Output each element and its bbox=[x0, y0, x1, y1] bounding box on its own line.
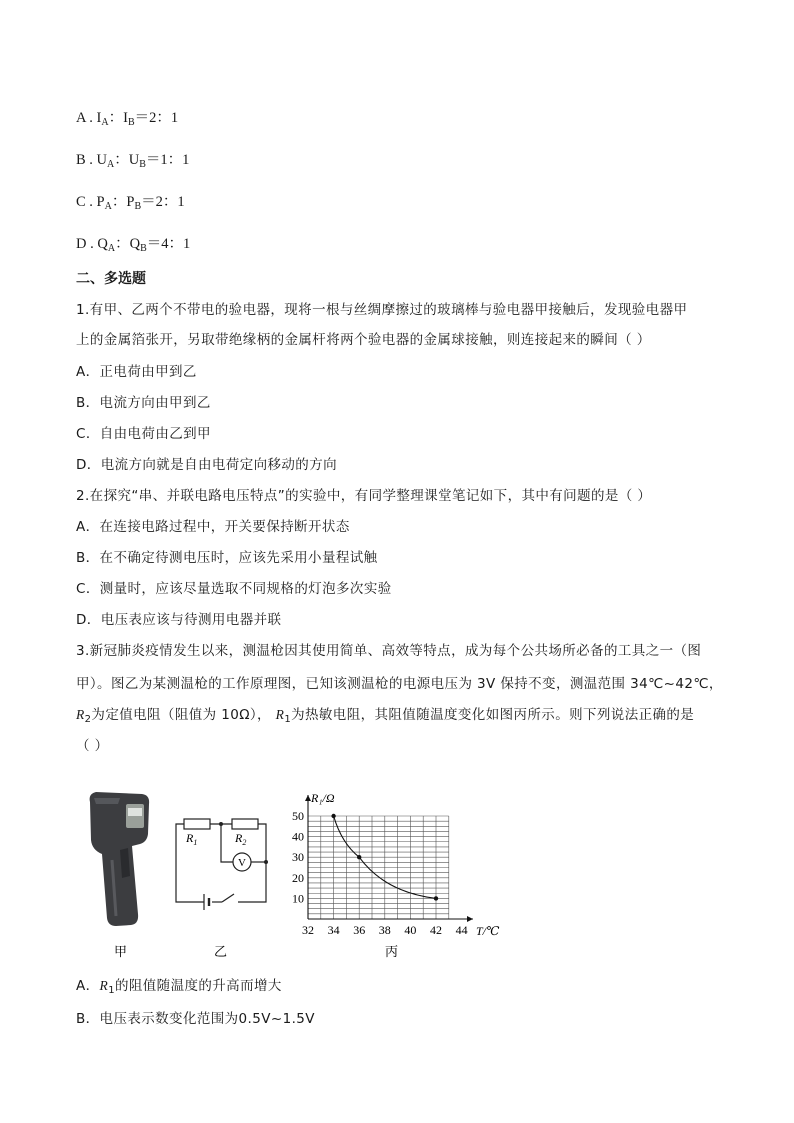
circuit-node bbox=[264, 860, 268, 864]
label-bing: 丙 bbox=[385, 944, 399, 959]
switch-icon bbox=[222, 894, 234, 902]
q3-option-b: B．电压表示数变化范围为0.5V~1.5V bbox=[76, 1011, 315, 1027]
circuit-node bbox=[219, 822, 223, 826]
voltmeter-wire-left bbox=[221, 824, 233, 862]
label-yi: 乙 bbox=[214, 944, 228, 959]
x-tick-label: 42 bbox=[430, 923, 442, 937]
y-tick-label: 40 bbox=[292, 829, 304, 844]
resistor-r2-icon bbox=[232, 819, 258, 829]
thermometer-gun-image bbox=[90, 792, 150, 926]
q3-stem-line2: 甲）。图乙为某测温枪的工作原理图，已知该测温枪的电源电压为 3V 保持不变，测温范围 34℃~42℃， bbox=[76, 676, 723, 692]
x-tick-label: 44 bbox=[455, 923, 468, 937]
q2-option-a: A．在连接电路过程中，开关要保持断开状态 bbox=[76, 519, 350, 535]
q2-stem: 2.在探究“串、并联电路电压特点”的实验中，有同学整理课堂笔记如下，其中有问题的是（ ） bbox=[76, 488, 652, 504]
q3-option-a: A．$R_1$的阻值随温度的升高而增大 bbox=[76, 978, 282, 996]
label-jia: 甲 bbox=[114, 944, 128, 959]
q2-option-d: D．电压表应该与待测用电器并联 bbox=[76, 612, 282, 628]
resistance-temperature-chart bbox=[292, 791, 500, 938]
data-point bbox=[331, 814, 335, 818]
q1-option-a: A．正电荷由甲到乙 bbox=[76, 364, 197, 380]
y-axis-label: R₁/Ω bbox=[311, 791, 335, 805]
section-title: 二、多选题 bbox=[76, 271, 146, 287]
y-tick-label: 30 bbox=[292, 850, 304, 865]
y-tick-label: 10 bbox=[292, 891, 304, 906]
option-c: C . $P_A$：$P_B=2$：1 bbox=[76, 194, 185, 212]
q2-option-b: B．在不确定待测电压时，应该先采用小量程试触 bbox=[76, 550, 378, 566]
x-tick-label: 34 bbox=[327, 923, 340, 937]
q1-stem-line2: 上的金属箔张开，另取带绝缘柄的金属杆将两个验电器的金属球接触，则连接起来的瞬间（ ） bbox=[76, 332, 651, 348]
q1-option-c: C．自由电荷由乙到甲 bbox=[76, 426, 211, 442]
gun-top-highlight bbox=[94, 798, 120, 804]
q1-option-b: B．电流方向由甲到乙 bbox=[76, 395, 211, 411]
x-tick-label: 32 bbox=[302, 923, 314, 937]
gun-screen-display bbox=[128, 808, 142, 816]
q3-figure bbox=[76, 764, 516, 964]
x-tick-label: 38 bbox=[378, 923, 391, 937]
voltmeter-label: V bbox=[238, 857, 246, 869]
q3-stem-line4: （ ） bbox=[76, 738, 109, 754]
x-tick-label: 36 bbox=[353, 923, 366, 937]
q3-stem-line3: $R_2$为定值电阻（阻值为 10Ω）， $R_1$为热敏电阻，其阻值随温度变化如图丙所示。则下列说法正确的是 bbox=[76, 707, 695, 725]
r1-label: $R_1$ bbox=[186, 831, 198, 847]
x-axis-arrow-icon bbox=[467, 916, 473, 922]
r2-label: $R_2$ bbox=[235, 831, 247, 847]
x-tick-label: 40 bbox=[404, 923, 417, 937]
q2-option-c: C．测量时，应该尽量选取不同规格的灯泡多次实验 bbox=[76, 581, 392, 597]
resistor-r1-icon bbox=[184, 819, 210, 829]
option-a: A . $I_A$：$I_B=2$：1 bbox=[76, 110, 179, 128]
q1-stem-line1: 1.有甲、乙两个不带电的验电器，现将一根与丝绸摩擦过的玻璃棒与验电器甲接触后，发现验电器甲 bbox=[76, 302, 688, 318]
data-point bbox=[434, 896, 438, 900]
y-tick-label: 20 bbox=[292, 870, 304, 885]
q3-stem-line1: 3.新冠肺炎疫情发生以来，测温枪因其使用简单、高效等特点，成为每个公共场所必备的工具之一（图 bbox=[76, 643, 702, 659]
y-tick-label: 50 bbox=[292, 809, 304, 823]
x-axis-label: T/℃ bbox=[476, 924, 500, 938]
q1-option-d: D．电流方向就是自由电荷定向移动的方向 bbox=[76, 457, 337, 473]
data-point bbox=[357, 855, 361, 859]
option-d: D . $Q_A$：$Q_B=4$：1 bbox=[76, 236, 191, 254]
option-b: B . $U_A$：$U_B=1$：1 bbox=[76, 152, 190, 170]
